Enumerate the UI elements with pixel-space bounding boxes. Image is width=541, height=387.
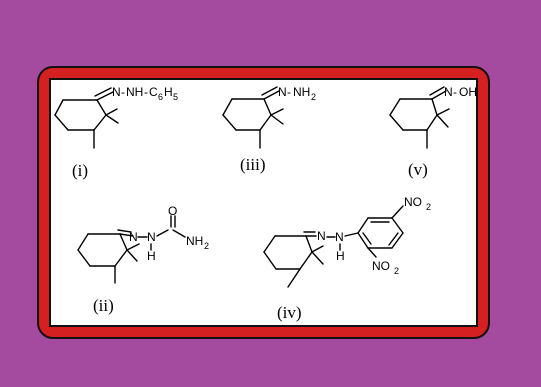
phenyl-h-sub-i: 5 xyxy=(173,92,179,102)
phenyl-c-i: C xyxy=(149,85,158,99)
hydrogen-ii: H xyxy=(147,249,156,263)
label-iii: (iii) xyxy=(240,155,266,174)
label-iv: (iv) xyxy=(277,303,302,322)
nitro-bottom-sub-iv: 2 xyxy=(394,266,400,276)
nitrogen-i-1: N xyxy=(112,85,121,99)
ring-iii xyxy=(223,87,283,148)
compound-ii xyxy=(78,204,209,315)
ring-v xyxy=(390,87,449,148)
nitrogen-iv-2: N xyxy=(335,230,344,244)
compound-i xyxy=(55,85,178,180)
nitrogen-iii-1: N xyxy=(278,85,287,99)
label-i: (i) xyxy=(72,161,89,180)
oh-group-v: OH xyxy=(459,85,477,99)
phenyl-c-sub-i: 6 xyxy=(158,92,164,102)
compound-v xyxy=(390,85,477,179)
nh2-sub-iii: 2 xyxy=(311,92,317,102)
amide-nh2-sub-ii: 2 xyxy=(204,241,210,251)
ring-i xyxy=(55,88,118,148)
nitrogen-ii-2: N xyxy=(147,230,156,244)
benzene-ring-iv xyxy=(345,206,403,257)
compound-iii xyxy=(223,85,316,174)
nitrogen-ii-1: N xyxy=(129,230,138,244)
label-v: (v) xyxy=(408,160,428,179)
nitro-group-bottom-iv: NO xyxy=(372,259,390,273)
hydrogen-iv: H xyxy=(336,249,345,263)
nitrogen-v: N xyxy=(444,85,453,99)
phenyl-h-i: H xyxy=(164,85,173,99)
nitro-group-top-iv: NO xyxy=(404,195,422,209)
bond-dash-i-1: - xyxy=(121,85,125,99)
carbonyl-oxygen-ii: O xyxy=(168,204,178,218)
label-ii: (ii) xyxy=(93,296,114,315)
compound-iv xyxy=(264,195,431,322)
nitrogen-iv-1: N xyxy=(317,229,326,243)
nh-group-i: NH xyxy=(126,85,144,99)
ring-iv xyxy=(264,232,323,287)
bond-dash-i-2: - xyxy=(144,85,148,99)
bond-dash-v: - xyxy=(453,85,457,99)
nitro-top-sub-iv: 2 xyxy=(426,202,432,212)
amide-nh2-ii: NH xyxy=(186,234,204,248)
nh2-group-iii: NH xyxy=(293,85,311,99)
bond-dash-iii: - xyxy=(287,85,291,99)
